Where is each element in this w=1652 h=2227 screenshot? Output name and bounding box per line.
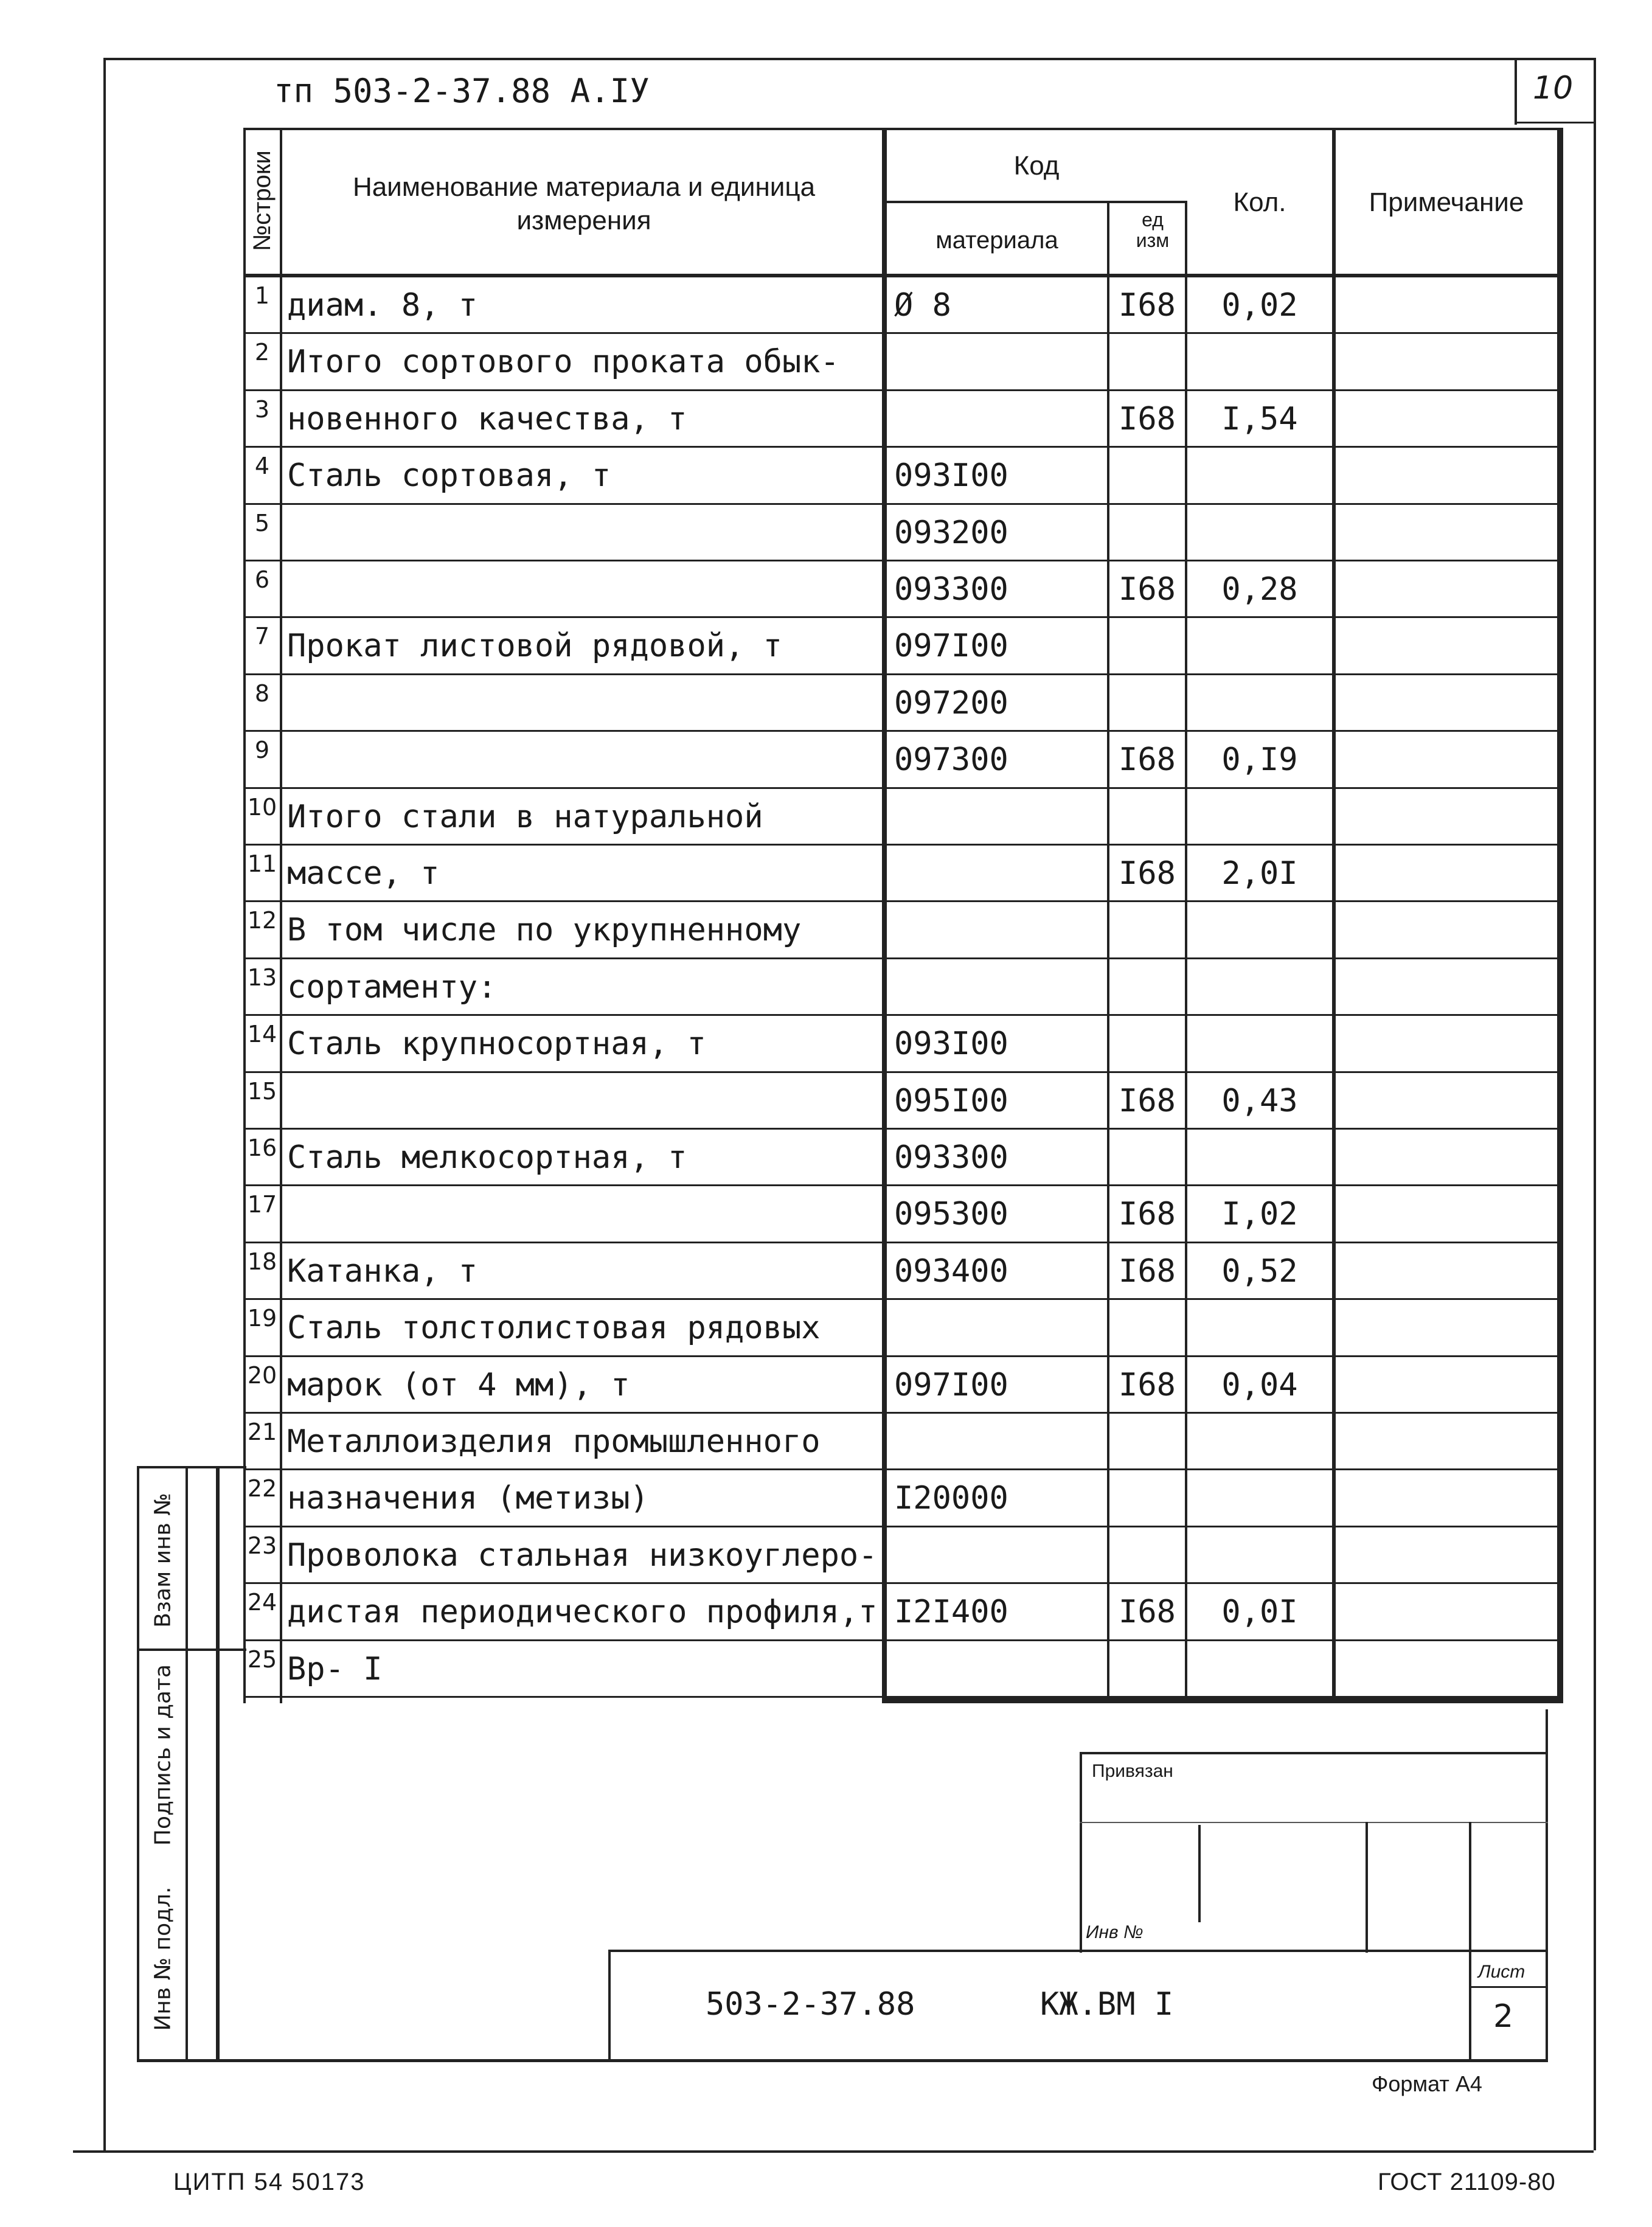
cell-row-number: 20 (247, 1361, 277, 1389)
table-row (243, 1186, 1563, 1243)
cell-material-code: 097200 (894, 684, 1008, 721)
cell-material-code: 095I00 (894, 1082, 1008, 1119)
cell-quantity: 0,43 (1221, 1082, 1298, 1119)
cell-row-number: 24 (247, 1589, 277, 1616)
table-row (243, 1357, 1563, 1414)
cell-material-name: Катанка, т (287, 1252, 478, 1290)
cell-row-number: 21 (247, 1419, 277, 1445)
cell-unit-code: I68 (1119, 1594, 1176, 1631)
table-row (243, 1641, 1563, 1698)
cell-material-name: дистая периодического профиля,т (287, 1594, 878, 1631)
cell-quantity: 0,04 (1221, 1366, 1298, 1403)
cell-material-name: новенного качества, т (287, 400, 687, 437)
cell-row-number: 7 (254, 623, 270, 650)
side-signature-date: Подпись и дата (150, 1664, 175, 1846)
stamp-drawing-mark: КЖ.ВМ I (1040, 1986, 1174, 2023)
cell-material-name: В том числе по укрупненному (287, 912, 802, 949)
cell-quantity: 0,28 (1221, 571, 1298, 608)
cell-material-name: Итого стали в натуральной (287, 798, 763, 835)
stamp-privyazan: Привязан (1092, 1761, 1173, 1781)
header-material-code: материала (935, 227, 1058, 254)
cell-material-code: 093400 (894, 1252, 1008, 1290)
header-material-name: Наименование материала и единица измерения (352, 172, 816, 235)
cell-quantity: 0,0I (1221, 1594, 1298, 1631)
table-row (243, 334, 1563, 391)
cell-unit-code: I68 (1119, 1366, 1176, 1403)
cell-row-number: 16 (247, 1134, 277, 1161)
cell-row-number: 25 (247, 1645, 277, 1673)
cell-unit-code: I68 (1119, 855, 1176, 892)
cell-row-number: 23 (247, 1532, 277, 1559)
cell-row-number: 11 (247, 850, 277, 877)
side-vzam-inv: Взам инв № (150, 1493, 175, 1628)
table-row (243, 1243, 1563, 1300)
cell-material-code: 097I00 (894, 628, 1008, 665)
cell-material-name: Сталь сортовая, т (287, 457, 611, 495)
cell-quantity: 0,I9 (1221, 742, 1298, 779)
table-row (243, 618, 1563, 675)
cell-row-number: 5 (254, 509, 270, 537)
cell-material-name: Металлоизделия промышленного (287, 1423, 821, 1460)
stamp-sheet-label: Лист (1478, 1962, 1525, 1982)
cell-row-number: 18 (247, 1248, 277, 1275)
table-row (243, 732, 1563, 788)
cell-row-number: 2 (254, 339, 270, 366)
table-row (243, 1584, 1563, 1641)
table-row (243, 1527, 1563, 1584)
table-row (243, 902, 1563, 959)
cell-unit-code: I68 (1119, 1082, 1176, 1119)
table-row (243, 448, 1563, 504)
cell-material-code: I20000 (894, 1480, 1008, 1517)
footer-right: ГОСТ 21109-80 (1378, 2169, 1556, 2195)
cell-material-name: Вр- I (287, 1650, 383, 1687)
cell-row-number: 22 (247, 1475, 277, 1503)
cell-material-code: 093300 (894, 571, 1008, 608)
materials-table (243, 128, 1563, 1703)
cell-material-code: 093200 (894, 514, 1008, 551)
cell-quantity: 2,0I (1221, 855, 1298, 892)
cell-material-code: 093I00 (894, 457, 1008, 495)
cell-material-code: I2I400 (894, 1594, 1008, 1631)
cell-row-number: 10 (247, 793, 277, 821)
cell-quantity: 0,02 (1221, 287, 1298, 324)
cell-row-number: 12 (247, 907, 277, 934)
cell-unit-code: I68 (1119, 742, 1176, 779)
page-mark: 10 (1533, 70, 1574, 106)
header-row-number: №строки (249, 150, 276, 251)
cell-row-number: 4 (254, 453, 270, 480)
table-row (243, 505, 1563, 561)
header-unit: ед изм (1136, 209, 1170, 251)
cell-material-name: Сталь мелкосортная, т (287, 1139, 687, 1176)
cell-material-name: марок (от 4 мм), т (287, 1366, 630, 1403)
cell-unit-code: I68 (1119, 400, 1176, 437)
cell-row-number: 13 (247, 964, 277, 991)
stamp-sheet-number: 2 (1493, 1998, 1514, 2035)
header-note: Примечание (1369, 187, 1524, 217)
table-row (243, 789, 1563, 846)
cell-material-name: массе, т (287, 855, 440, 892)
footer-left: ЦИТП 54 50173 (173, 2169, 366, 2195)
table-row (243, 1470, 1563, 1527)
cell-row-number: 9 (254, 737, 270, 764)
cell-material-name: сортаменту: (287, 968, 497, 1006)
cell-row-number: 6 (254, 566, 270, 593)
cell-material-name: Сталь толстолистовая рядовых (287, 1310, 821, 1347)
cell-material-code: 095300 (894, 1196, 1008, 1233)
cell-material-code: 097I00 (894, 1366, 1008, 1403)
cell-unit-code: I68 (1119, 287, 1176, 324)
table-row (243, 846, 1563, 902)
stamp-document-id: 503-2-37.88 (706, 1986, 915, 2023)
cell-material-name: Сталь крупносортная, т (287, 1026, 706, 1063)
header-code: Код (1013, 151, 1060, 181)
cell-material-code: Ø 8 (894, 287, 951, 324)
cell-material-name: Итого сортового проката обык- (287, 344, 839, 381)
cell-unit-code: I68 (1119, 1252, 1176, 1290)
cell-quantity: I,02 (1221, 1196, 1298, 1233)
table-row (243, 277, 1563, 334)
cell-unit-code: I68 (1119, 1196, 1176, 1233)
table-row (243, 675, 1563, 732)
cell-row-number: 14 (247, 1021, 277, 1048)
header-quantity: Кол. (1233, 187, 1286, 217)
table-row (243, 391, 1563, 448)
cell-unit-code: I68 (1119, 571, 1176, 608)
table-row (243, 1016, 1563, 1072)
stamp-inv-no: Инв № (1086, 1922, 1144, 1942)
cell-row-number: 1 (254, 282, 270, 309)
cell-material-code: 097300 (894, 742, 1008, 779)
cell-quantity: I,54 (1221, 400, 1298, 437)
table-row (243, 1414, 1563, 1470)
table-row (243, 1073, 1563, 1130)
cell-row-number: 19 (247, 1305, 277, 1332)
table-row (243, 1130, 1563, 1186)
cell-row-number: 8 (254, 679, 270, 707)
cell-material-name: диам. 8, т (287, 287, 478, 324)
cell-row-number: 3 (254, 395, 270, 423)
cell-material-code: 093300 (894, 1139, 1008, 1176)
format-label: Формат А4 (1372, 2071, 1482, 2096)
table-row (243, 561, 1563, 618)
cell-material-name: Проволока стальная низкоуглеро- (287, 1537, 878, 1574)
cell-row-number: 15 (247, 1077, 277, 1105)
cell-material-code: 093I00 (894, 1026, 1008, 1063)
cell-material-name: Прокат листовой рядовой, т (287, 628, 782, 665)
cell-row-number: 17 (247, 1191, 277, 1218)
document-code: тп 503-2-37.88 А.IУ (274, 72, 650, 110)
side-inv-original: Инв № подл. (150, 1886, 175, 2031)
table-row (243, 959, 1563, 1016)
cell-material-name: назначения (метизы) (287, 1480, 649, 1517)
table-row (243, 1300, 1563, 1357)
cell-quantity: 0,52 (1221, 1252, 1298, 1290)
